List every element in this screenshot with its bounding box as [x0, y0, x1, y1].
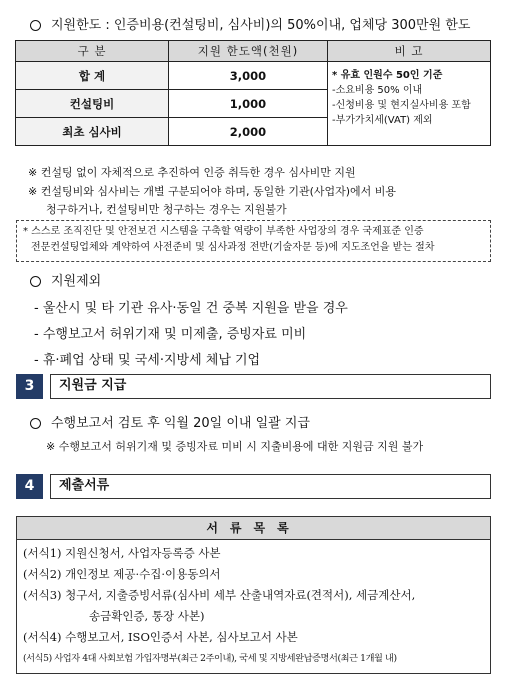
note-line: -소요비용 50% 이내 — [332, 85, 423, 96]
note-line: -신청비용 및 현지실사비용 포함 — [332, 100, 471, 111]
support-amount-table — [15, 40, 491, 146]
document-list-header: 서류목록 — [17, 517, 490, 540]
dashed-note-line: * 스스로 조직진단 및 안전보건 시스템을 구축할 역량이 부족한 사업장의 경우 국제표준 인증 — [23, 226, 424, 237]
document-item: (서식3) 청구서, 지출증빙서류(심사비 세부 산출내역자료(견적서), 세금계산서, — [23, 588, 416, 602]
document-item: (서식1) 지원신청서, 사업자등록증 사본 — [23, 546, 221, 560]
section-4-title: 제출서류 — [50, 474, 491, 499]
table-row — [16, 62, 491, 90]
footnote-2-cont: 청구하거나, 컨설팅비만 청구하는 경우는 지원불가 — [46, 203, 287, 216]
note-line: -부가가치세(VAT) 제외 — [332, 115, 433, 126]
note-title: * 유효 인원수 50인 기준 — [332, 70, 443, 81]
exclusion-item: - 수행보고서 허위기재 및 미제출, 증빙자료 미비 — [34, 327, 307, 342]
document-item-cont: 송금확인증, 통장 사본) — [89, 609, 205, 623]
section-3-item — [30, 412, 310, 431]
section-3-title: 지원금 지급 — [50, 374, 491, 399]
document-item: (서식4) 수행보고서, ISO인증서 사본, 심사보고서 사본 — [23, 630, 298, 644]
footnote-2: ※ 컨설팅비와 심사비는 개별 구분되어야 하며, 동일한 기관(사업자)에서 비용 — [28, 185, 397, 198]
row-amount-total: 3,000 — [169, 62, 328, 90]
footnote-1: ※ 컨설팅 없이 자체적으로 추진하여 인증 취득한 경우 심사비만 지원 — [28, 166, 356, 179]
hollow-circle-icon — [30, 20, 41, 31]
table-header-amount: 지원 한도액(천원) — [169, 41, 328, 62]
support-limit-heading — [30, 14, 470, 33]
dashed-note-line: 전문컨설팅업체와 계약하여 사전준비 및 심사과정 전반(기술자문 등)에 지도조언을 받는 절차 — [31, 242, 435, 253]
hollow-circle-icon — [30, 276, 41, 287]
dashed-note-box — [16, 220, 491, 262]
row-label-consulting: 컨설팅비 — [16, 90, 169, 118]
row-label-audit: 최초 심사비 — [16, 118, 169, 146]
section-3-note: ※ 수행보고서 허위기재 및 증빙자료 미비 시 지출비용에 대한 지원금 지원 불가 — [46, 440, 424, 453]
exclusion-title: 지원제외 — [51, 274, 102, 289]
row-label-total: 합 계 — [16, 62, 169, 90]
table-note-cell — [328, 62, 491, 146]
support-limit-text: 지원한도 : 인증비용(컨설팅비, 심사비)의 50%이내, 업체당 300만원 한도 — [51, 18, 471, 33]
hollow-circle-icon — [30, 418, 41, 429]
exclusion-heading — [30, 270, 101, 289]
section-3-number: 3 — [16, 374, 43, 399]
document-list-table — [16, 516, 491, 674]
exclusion-item: - 울산시 및 타 기관 유사·동일 건 중복 지원을 받을 경우 — [34, 301, 348, 316]
document-item: (서식2) 개인정보 제공·수집·이용동의서 — [23, 567, 221, 581]
table-header-category: 구 분 — [16, 41, 169, 62]
exclusion-item: - 휴·폐업 상태 및 국세·지방세 체납 기업 — [34, 353, 261, 368]
section-3-item-text: 수행보고서 검토 후 익월 20일 이내 일괄 지급 — [51, 416, 310, 431]
document-item: (서식5) 사업자 4대 사회보험 가입자명부(최근 2주이내), 국세 및 지방세완납증명서(최근 1개월 내) — [23, 653, 397, 664]
row-amount-consulting: 1,000 — [169, 90, 328, 118]
row-amount-audit: 2,000 — [169, 118, 328, 146]
section-4-number: 4 — [16, 474, 43, 499]
table-header-note: 비 고 — [328, 41, 491, 62]
